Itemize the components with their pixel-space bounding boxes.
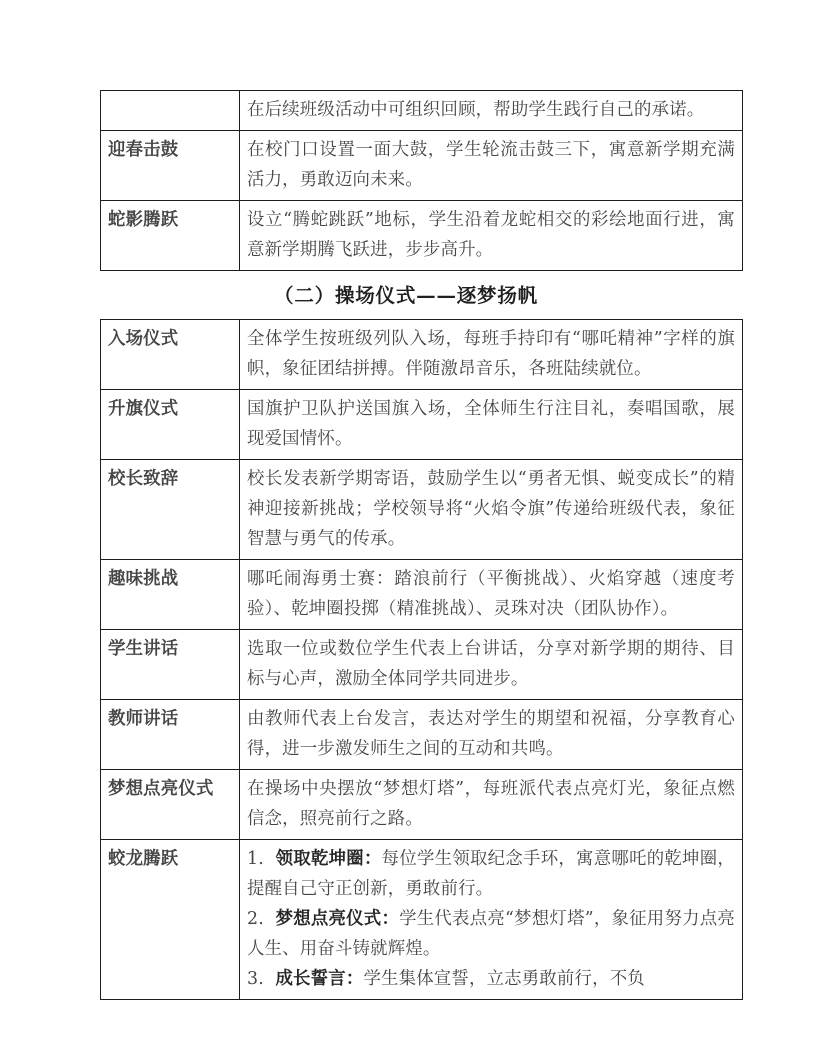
row-body-cell: 全体学生按班级列队入场，每班手持印有“哪吒精神”字样的旗帜，象征团结拼搏。伴随激昂音乐，各班陆续就位。: [240, 320, 743, 390]
table-row: [101, 630, 743, 700]
section-heading: （二）操场仪式——逐梦扬帆: [274, 284, 538, 307]
row-label-cell: 学生讲话: [101, 630, 240, 700]
row-body-cell: 哪吒闹海勇士赛：踏浪前行（平衡挑战）、火焰穿越（速度考验）、乾坤圈投掷（精准挑战）、灵珠对决（团队协作）。: [240, 560, 743, 630]
list-item-title: 梦想点亮仪式：: [275, 909, 400, 929]
row-label-cell: 蛟龙腾跃: [101, 840, 240, 1000]
list-item-text: 学生代表点亮“梦想灯塔”，象征用努力点亮人生、用奋斗铸就辉煌。: [247, 909, 735, 959]
numbered-list-item: [247, 964, 735, 994]
row-body-cell: 设立“腾蛇跳跃”地标，学生沿着龙蛇相交的彩绘地面行进，寓意新学期腾飞跃进，步步高升。: [240, 201, 743, 271]
row-label-cell: 升旗仪式: [101, 390, 240, 460]
list-item-text: 每位学生领取纪念手环，寓意哪吒的乾坤圈，提醒自己守正创新，勇敢前行。: [247, 849, 735, 899]
table-row: [101, 560, 743, 630]
table-row: [101, 91, 743, 131]
table-row: [101, 390, 743, 460]
table-row: [101, 320, 743, 390]
row-body-cell: 在操场中央摆放“梦想灯塔”，每班派代表点亮灯光，象征点燃信念，照亮前行之路。: [240, 770, 743, 840]
list-marker: 1.: [247, 849, 264, 869]
list-item-title: 领取乾坤圈：: [275, 849, 382, 869]
row-body-cell: 校长发表新学期寄语，鼓励学生以“勇者无惧、蜕变成长”的精神迎接新挑战；学校领导将“火焰令旗”传递给班级代表，象征智慧与勇气的传承。: [240, 460, 743, 560]
row-body-cell: 国旗护卫队护送国旗入场，全体师生行注目礼，奏唱国歌，展现爱国情怀。: [240, 390, 743, 460]
table-row: [101, 770, 743, 840]
row-body-cell-numbered-list: [240, 840, 743, 1000]
row-label-cell: 教师讲话: [101, 700, 240, 770]
row-body-cell: 在后续班级活动中可组织回顾，帮助学生践行自己的承诺。: [240, 91, 743, 131]
table-row: [101, 460, 743, 560]
row-body-cell: 选取一位或数位学生代表上台讲话，分享对新学期的期待、目标与心声，激励全体同学共同进步。: [240, 630, 743, 700]
row-body-cell: 在校门口设置一面大鼓，学生轮流击鼓三下，寓意新学期充满活力，勇敢迈向未来。: [240, 131, 743, 201]
table-row: [101, 201, 743, 271]
row-label-cell: 趣味挑战: [101, 560, 240, 630]
list-item-text: 学生集体宣誓，立志勇敢前行，不负: [363, 969, 645, 989]
row-label-cell: 蛇影腾跃: [101, 201, 240, 271]
page-content: [100, 90, 735, 1000]
list-marker: 2.: [247, 909, 264, 929]
table-playground-ceremony: [100, 319, 743, 1000]
numbered-list-item: [247, 844, 735, 904]
list-item-title: 成长誓言：: [275, 969, 364, 989]
table-continued-from-previous-page: [100, 90, 743, 271]
table-row: [101, 700, 743, 770]
table-row: [101, 131, 743, 201]
row-label-cell: 梦想点亮仪式: [101, 770, 240, 840]
row-label-cell: [101, 91, 240, 131]
row-label-cell: 入场仪式: [101, 320, 240, 390]
row-label-cell: 校长致辞: [101, 460, 240, 560]
table-row-numbered: [101, 840, 743, 1000]
numbered-list-item: [247, 904, 735, 964]
row-body-cell: 由教师代表上台发言，表达对学生的期望和祝福，分享教育心得，进一步激发师生之间的互动和共鸣。: [240, 700, 743, 770]
row-label-cell: 迎春击鼓: [101, 131, 240, 201]
list-marker: 3.: [247, 969, 264, 989]
